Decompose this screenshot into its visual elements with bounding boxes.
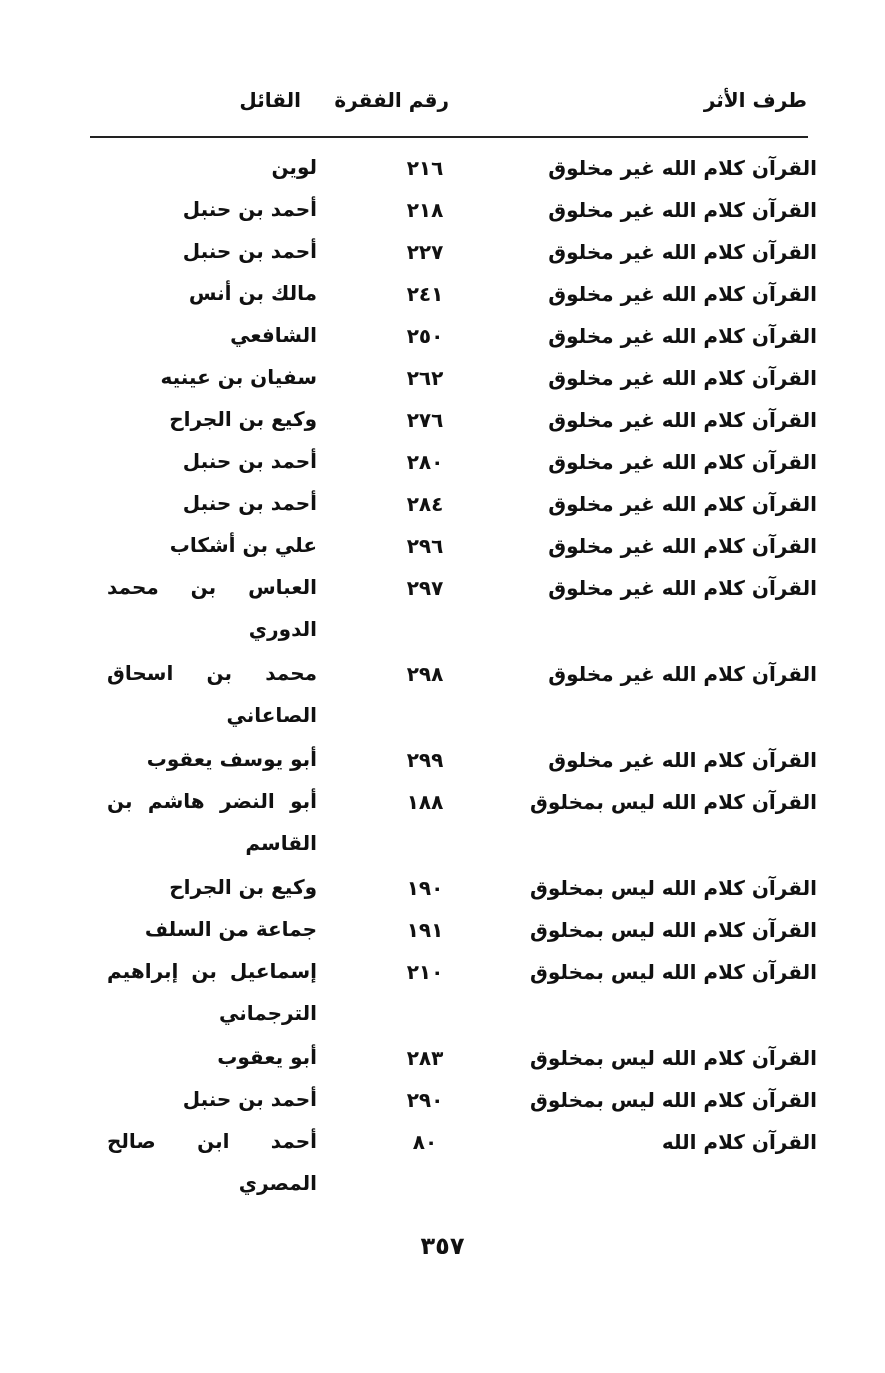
row-number: ٢٨٤ [406,492,444,516]
page-number: ٣٥٧ [420,1232,465,1260]
row-number: ٨٠ [412,1130,438,1154]
table-body [0,150,885,1210]
row-narrator: وكيع بن الجراح [169,407,317,431]
row-number: ١٩٠ [406,876,444,900]
table-row [0,1082,885,1124]
row-narrator: العباس بن محمد الدوري [107,575,317,641]
row-phrase: القرآن كلام الله غير مخلوق [548,408,817,432]
row-narrator: الشافعي [230,323,317,347]
row-narrator: إسماعيل بن إبراهيم الترجماني [107,959,317,1025]
row-number: ٢٨٠ [406,450,444,474]
row-number: ١٩١ [406,918,444,942]
row-narrator: أحمد بن حنبل [182,239,317,263]
row-narrator: أحمد بن حنبل [182,197,317,221]
table-row [0,402,885,444]
row-number: ٢١٨ [406,198,444,222]
row-number: ٢٩٩ [406,748,444,772]
row-phrase: القرآن كلام الله ليس بمخلوق [530,918,817,942]
table-header [0,88,885,128]
table-row [0,570,885,656]
row-narrator: أحمد بن حنبل [182,449,317,473]
table-row [0,870,885,912]
row-narrator: أبو يعقوب [217,1045,317,1069]
row-number: ٢٢٧ [406,240,444,264]
row-narrator: أحمد ابن صالح المصري [107,1129,317,1195]
table-row [0,276,885,318]
row-phrase: القرآن كلام الله غير مخلوق [548,662,817,686]
row-number: ٢٩٦ [406,534,444,558]
table-row [0,1040,885,1082]
row-narrator: علي بن أشكاب [169,533,317,557]
row-phrase: القرآن كلام الله ليس بمخلوق [530,960,817,984]
table-row [0,444,885,486]
row-number: ٢١٠ [406,960,444,984]
row-phrase: القرآن كلام الله غير مخلوق [548,450,817,474]
row-number: ٢٧٦ [406,408,444,432]
table-row [0,912,885,954]
row-narrator: أحمد بن حنبل [182,491,317,515]
row-narrator: محمد بن اسحاق الصاعاني [107,661,317,727]
table-row [0,192,885,234]
row-narrator: أبو يوسف يعقوب [146,747,317,771]
row-narrator: جماعة من السلف [144,917,317,941]
row-phrase: القرآن كلام الله ليس بمخلوق [530,1088,817,1112]
row-narrator: وكيع بن الجراح [169,875,317,899]
row-number: ٢٩٠ [406,1088,444,1112]
row-number: ٢٩٧ [406,576,444,600]
table-row [0,742,885,784]
row-number: ١٨٨ [406,790,444,814]
row-narrator: لوين [271,155,317,179]
row-phrase: القرآن كلام الله غير مخلوق [548,156,817,180]
row-phrase: القرآن كلام الله ليس بمخلوق [530,790,817,814]
header-phrase: طرف الأثر [703,88,807,112]
row-phrase: القرآن كلام الله [661,1130,817,1154]
row-narrator: مالك بن أنس [188,281,317,305]
table-row [0,1124,885,1210]
row-number: ٢٨٣ [406,1046,444,1070]
row-number: ٢٦٢ [406,366,444,390]
row-phrase: القرآن كلام الله غير مخلوق [548,748,817,772]
table-row [0,150,885,192]
row-phrase: القرآن كلام الله غير مخلوق [548,282,817,306]
table-row [0,656,885,742]
table-row [0,486,885,528]
table-row [0,954,885,1040]
row-phrase: القرآن كلام الله غير مخلوق [548,324,817,348]
row-narrator: أحمد بن حنبل [182,1087,317,1111]
table-row [0,528,885,570]
row-phrase: القرآن كلام الله غير مخلوق [548,240,817,264]
table-row [0,318,885,360]
row-phrase: القرآن كلام الله غير مخلوق [548,492,817,516]
row-number: ٢١٦ [406,156,444,180]
row-phrase: القرآن كلام الله غير مخلوق [548,366,817,390]
row-phrase: القرآن كلام الله ليس بمخلوق [530,876,817,900]
row-narrator: سفيان بن عينيه [160,365,317,389]
table-row [0,234,885,276]
row-number: ٢٥٠ [406,324,444,348]
header-narrator: القائل [239,88,301,112]
row-phrase: القرآن كلام الله غير مخلوق [548,576,817,600]
row-phrase: القرآن كلام الله غير مخلوق [548,198,817,222]
row-phrase: القرآن كلام الله غير مخلوق [548,534,817,558]
row-number: ٢٩٨ [406,662,444,686]
header-divider [90,136,808,138]
header-number: رقم الفقرة [334,88,449,112]
row-number: ٢٤١ [406,282,444,306]
row-phrase: القرآن كلام الله ليس بمخلوق [530,1046,817,1070]
table-row [0,784,885,870]
table-row [0,360,885,402]
row-narrator: أبو النضر هاشم بن القاسم [107,789,317,855]
